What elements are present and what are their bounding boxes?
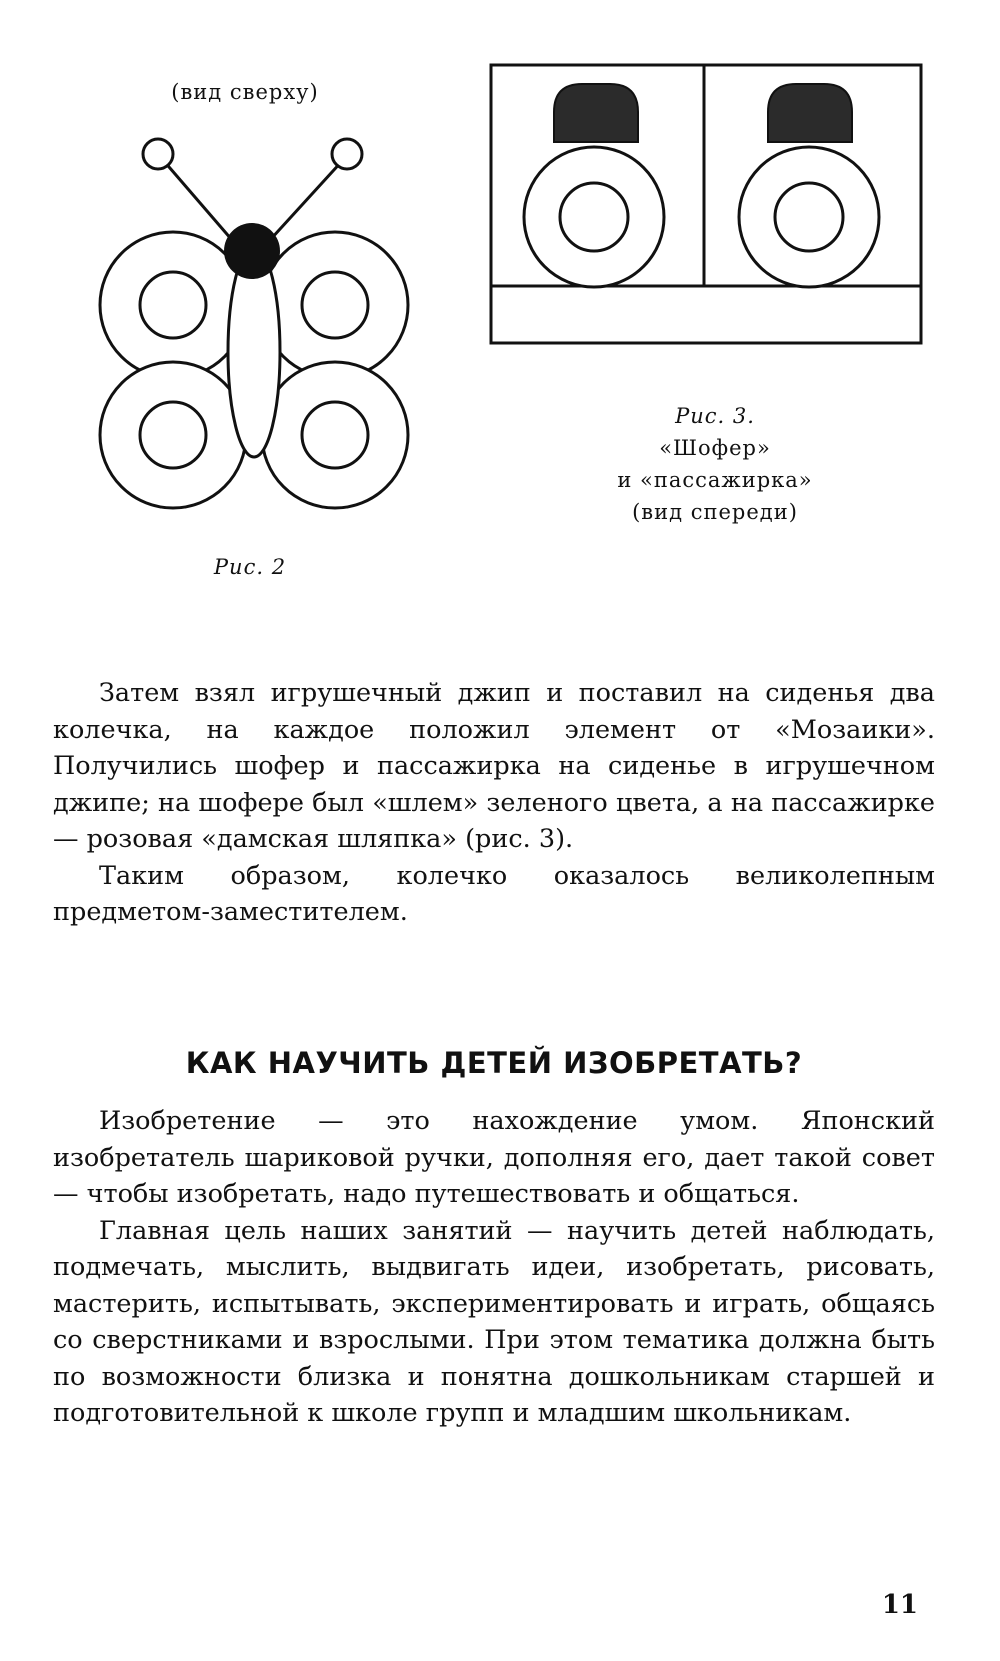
body-text-bottom	[53, 1103, 935, 1432]
driver-helmet	[554, 84, 638, 142]
figure-2-label: (вид сверху)	[171, 80, 319, 104]
paragraph-goal: Главная цель наших занятий — научить детей наблюдать, подмечать, мыслить, выдвигать идеи, изобретать, рисовать, мастерить, испытывать, экспериментировать и играть, общаясь со сверстниками и взрослыми. При этом тематика должна быть по возможности близка и понятна дошкольникам старшей и подготовительной к школе групп и младшим школьникам.	[53, 1215, 935, 1428]
passenger-ring	[739, 147, 879, 287]
left-antenna	[163, 160, 232, 240]
figure-3-caption	[580, 400, 850, 528]
wing-ring-bottom-left	[100, 362, 246, 508]
wing-ring-top-right	[262, 232, 408, 378]
figure-3-caption-line: и «пассажирка»	[617, 468, 813, 492]
page-number: 11	[881, 1590, 918, 1620]
wing-ring-bottom-right	[262, 362, 408, 508]
figure-3-caption-title: Рис. 3.	[675, 404, 755, 428]
right-antenna	[270, 160, 343, 240]
driver-ring	[524, 147, 664, 287]
paragraph-invention: Изобретение — это нахождение умом. Японский изобретатель шариковой ручки, дополняя его, дает такой совет — чтобы изобретать, надо путешествовать и общаться.	[53, 1106, 935, 1209]
butterfly-illustration	[90, 130, 430, 520]
passenger-hat	[768, 84, 852, 142]
butterfly-head	[224, 223, 280, 279]
figure-3-caption-line: (вид спереди)	[632, 500, 798, 524]
driver-passenger-illustration	[488, 62, 928, 352]
body-text-top	[53, 675, 935, 931]
paragraph-jeep: Затем взял игрушечный джип и поставил на сиденья два колечка, на каждое положил элемент от «Мозаики». Получились шофер и пассажирка на сиденье в игрушечном джипе; на шофере был «шлем» зеленого цвета, а на пассажирке — розовая «дамская шляпка» (рис. 3).	[53, 678, 935, 854]
left-antenna-tip	[143, 139, 173, 169]
figure-3-caption-line: «Шофер»	[659, 436, 771, 460]
paragraph-substitute: Таким образом, колечко оказалось великолепным предметом-заместителем.	[53, 860, 935, 927]
right-antenna-tip	[332, 139, 362, 169]
section-heading: КАК НАУЧИТЬ ДЕТЕЙ ИЗОБРЕТАТЬ?	[185, 1046, 803, 1080]
wing-ring-top-left	[100, 232, 246, 378]
figure-2-caption: Рис. 2	[213, 555, 287, 579]
